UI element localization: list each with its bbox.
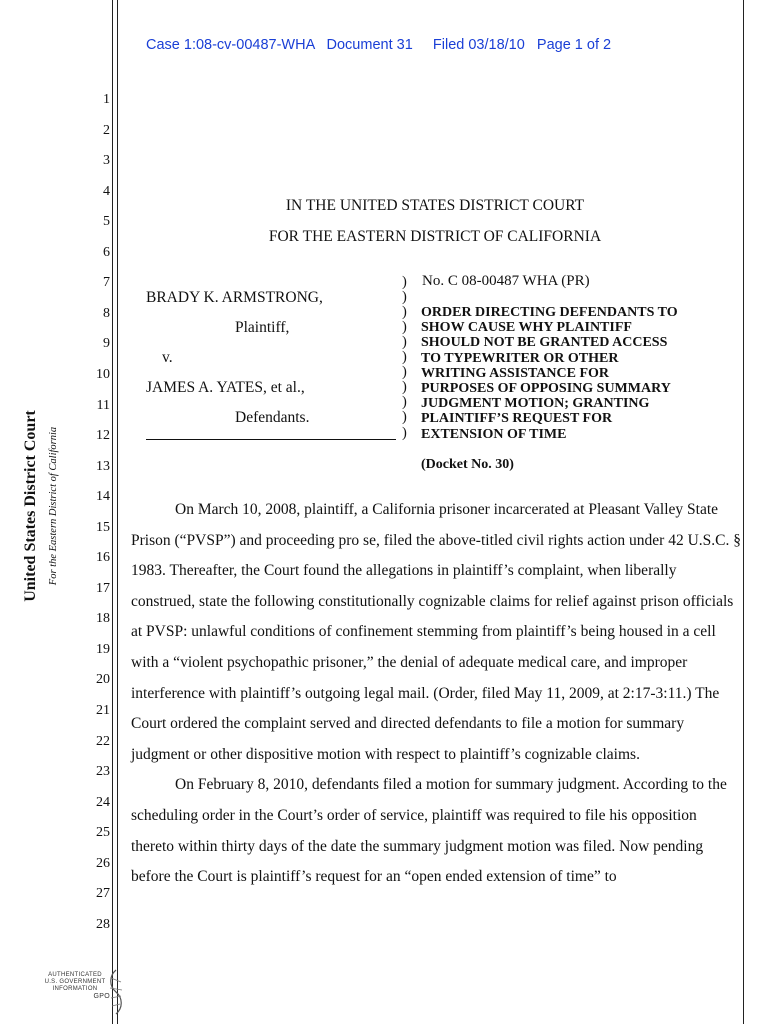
left-margin-rule-outer [112,0,113,1024]
plaintiff-role: Plaintiff, [235,319,290,336]
defendant-name: JAMES A. YATES, et al., [146,379,305,396]
line-number: 16 [96,550,110,566]
order-title-line: EXTENSION OF TIME [421,426,567,442]
line-number: 28 [96,916,110,932]
line-number: 10 [96,366,110,382]
case-number: No. C 08-00487 WHA (PR) [422,273,590,289]
docket-number: (Docket No. 30) [421,457,514,472]
line-number: 11 [96,397,110,413]
line-number: 3 [103,153,110,169]
line-number: 19 [96,641,110,657]
line-number: 14 [96,489,110,505]
gpo-badge-line: AUTHENTICATED [48,972,102,978]
line-number: 15 [96,519,110,535]
gpo-eagle-icon [105,968,127,1016]
order-title-line: PLAINTIFF’S REQUEST FOR [421,411,613,427]
line-number: 9 [103,336,110,352]
line-number: 1 [103,92,110,107]
line-number: 6 [103,244,110,260]
caption-paren: ) [402,304,407,320]
defendant-role: Defendants. [235,409,310,426]
gpo-authentication-badge [40,972,110,1000]
gpo-badge-line: GPO [93,993,110,1000]
line-number: 21 [96,703,110,718]
line-number: 18 [96,611,110,627]
body-paragraph: On February 8, 2010, defendants filed a motion for summary judgment. According to the scheduling order in the Court’s order of service, plaintiff was required to file his opposition thereto within thirty days of the date the summary judgment motion was filed. Now pending before the Court is plaintiff’s request for an “open ended extension of time” to [131,776,727,886]
side-court-name: United States District Court [22,410,39,602]
line-number: 23 [96,764,110,780]
line-number: 26 [96,855,110,871]
versus: v. [162,349,173,366]
line-number: 25 [96,825,110,841]
side-district-name: For the Eastern District of California [48,426,59,586]
order-title [421,305,678,442]
line-number: 17 [96,580,110,596]
order-title-line: TO TYPEWRITER OR OTHER [421,350,619,366]
plaintiff-name: BRADY K. ARMSTRONG, [146,289,323,306]
line-number: 20 [96,672,110,688]
left-margin-rule-inner [117,0,118,1024]
line-number: 2 [103,122,110,138]
caption-paren: ) [402,379,407,395]
line-number: 13 [96,458,110,474]
caption-paren: ) [402,425,407,441]
line-number: 24 [96,794,110,810]
court-title-line1: IN THE UNITED STATES DISTRICT COURT [285,197,585,214]
order-title-line: PURPOSES OF OPPOSING SUMMARY [421,381,671,397]
line-number: 8 [103,305,110,321]
court-title-line2: FOR THE EASTERN DISTRICT OF CALIFORNIA [268,228,602,245]
caption-rule [146,439,396,440]
caption-paren: ) [402,274,407,290]
gpo-badge-line: INFORMATION [52,986,98,992]
line-number: 12 [96,428,110,444]
order-title-line: JUDGMENT MOTION; GRANTING [421,396,650,412]
document-header: Case 1:08-cv-00487-WHA Document 31 Filed 03/18/10 Page 1 of 2 [146,37,612,53]
line-number: 27 [96,886,110,902]
order-title-line: ORDER DIRECTING DEFENDANTS TO [421,305,678,320]
order-title-line: SHOW CAUSE WHY PLAINTIFF [421,320,632,336]
order-title-line: WRITING ASSISTANCE FOR [421,365,610,381]
line-number: 7 [103,275,110,291]
line-number: 22 [96,733,110,749]
caption-paren: ) [402,409,407,425]
caption-paren: ) [402,364,407,380]
order-body [131,495,741,893]
right-margin-rule [743,0,744,1024]
body-paragraph: On March 10, 2008, plaintiff, a California prisoner incarcerated at Pleasant Valley State Prison (“PVSP”) and proceeding pro se, filed the above-titled civil rights action under 42 U.S.C. § 1983. Thereafter, the Court found the allegations in plaintiff’s complaint, when liberally construed, state the following constitutionally cognizable claims for relief against prison officials at PVSP: unlawful conditions of confinement stemming from plaintiff’s being housed in a cell with a “violent psychopathic prisoner,” the denial of adequate medical care, and improper interference with plaintiff’s outgoing legal mail. (Order, filed May 11, 2009, at 2:17-3:11.) The Court ordered the complaint served and directed defendants to file a motion for summary judgment or other dispositive motion with respect to plaintiff’s cognizable claims. [131,501,741,763]
caption-paren: ) [402,334,407,350]
caption-paren: ) [402,349,407,365]
order-title-line: SHOULD NOT BE GRANTED ACCESS [421,335,668,351]
gpo-badge-line: U.S. GOVERNMENT [44,979,106,985]
caption-paren: ) [402,289,407,305]
caption-paren: ) [402,394,407,410]
caption-paren: ) [402,319,407,335]
line-number: 4 [103,183,110,199]
line-number: 5 [103,214,110,230]
